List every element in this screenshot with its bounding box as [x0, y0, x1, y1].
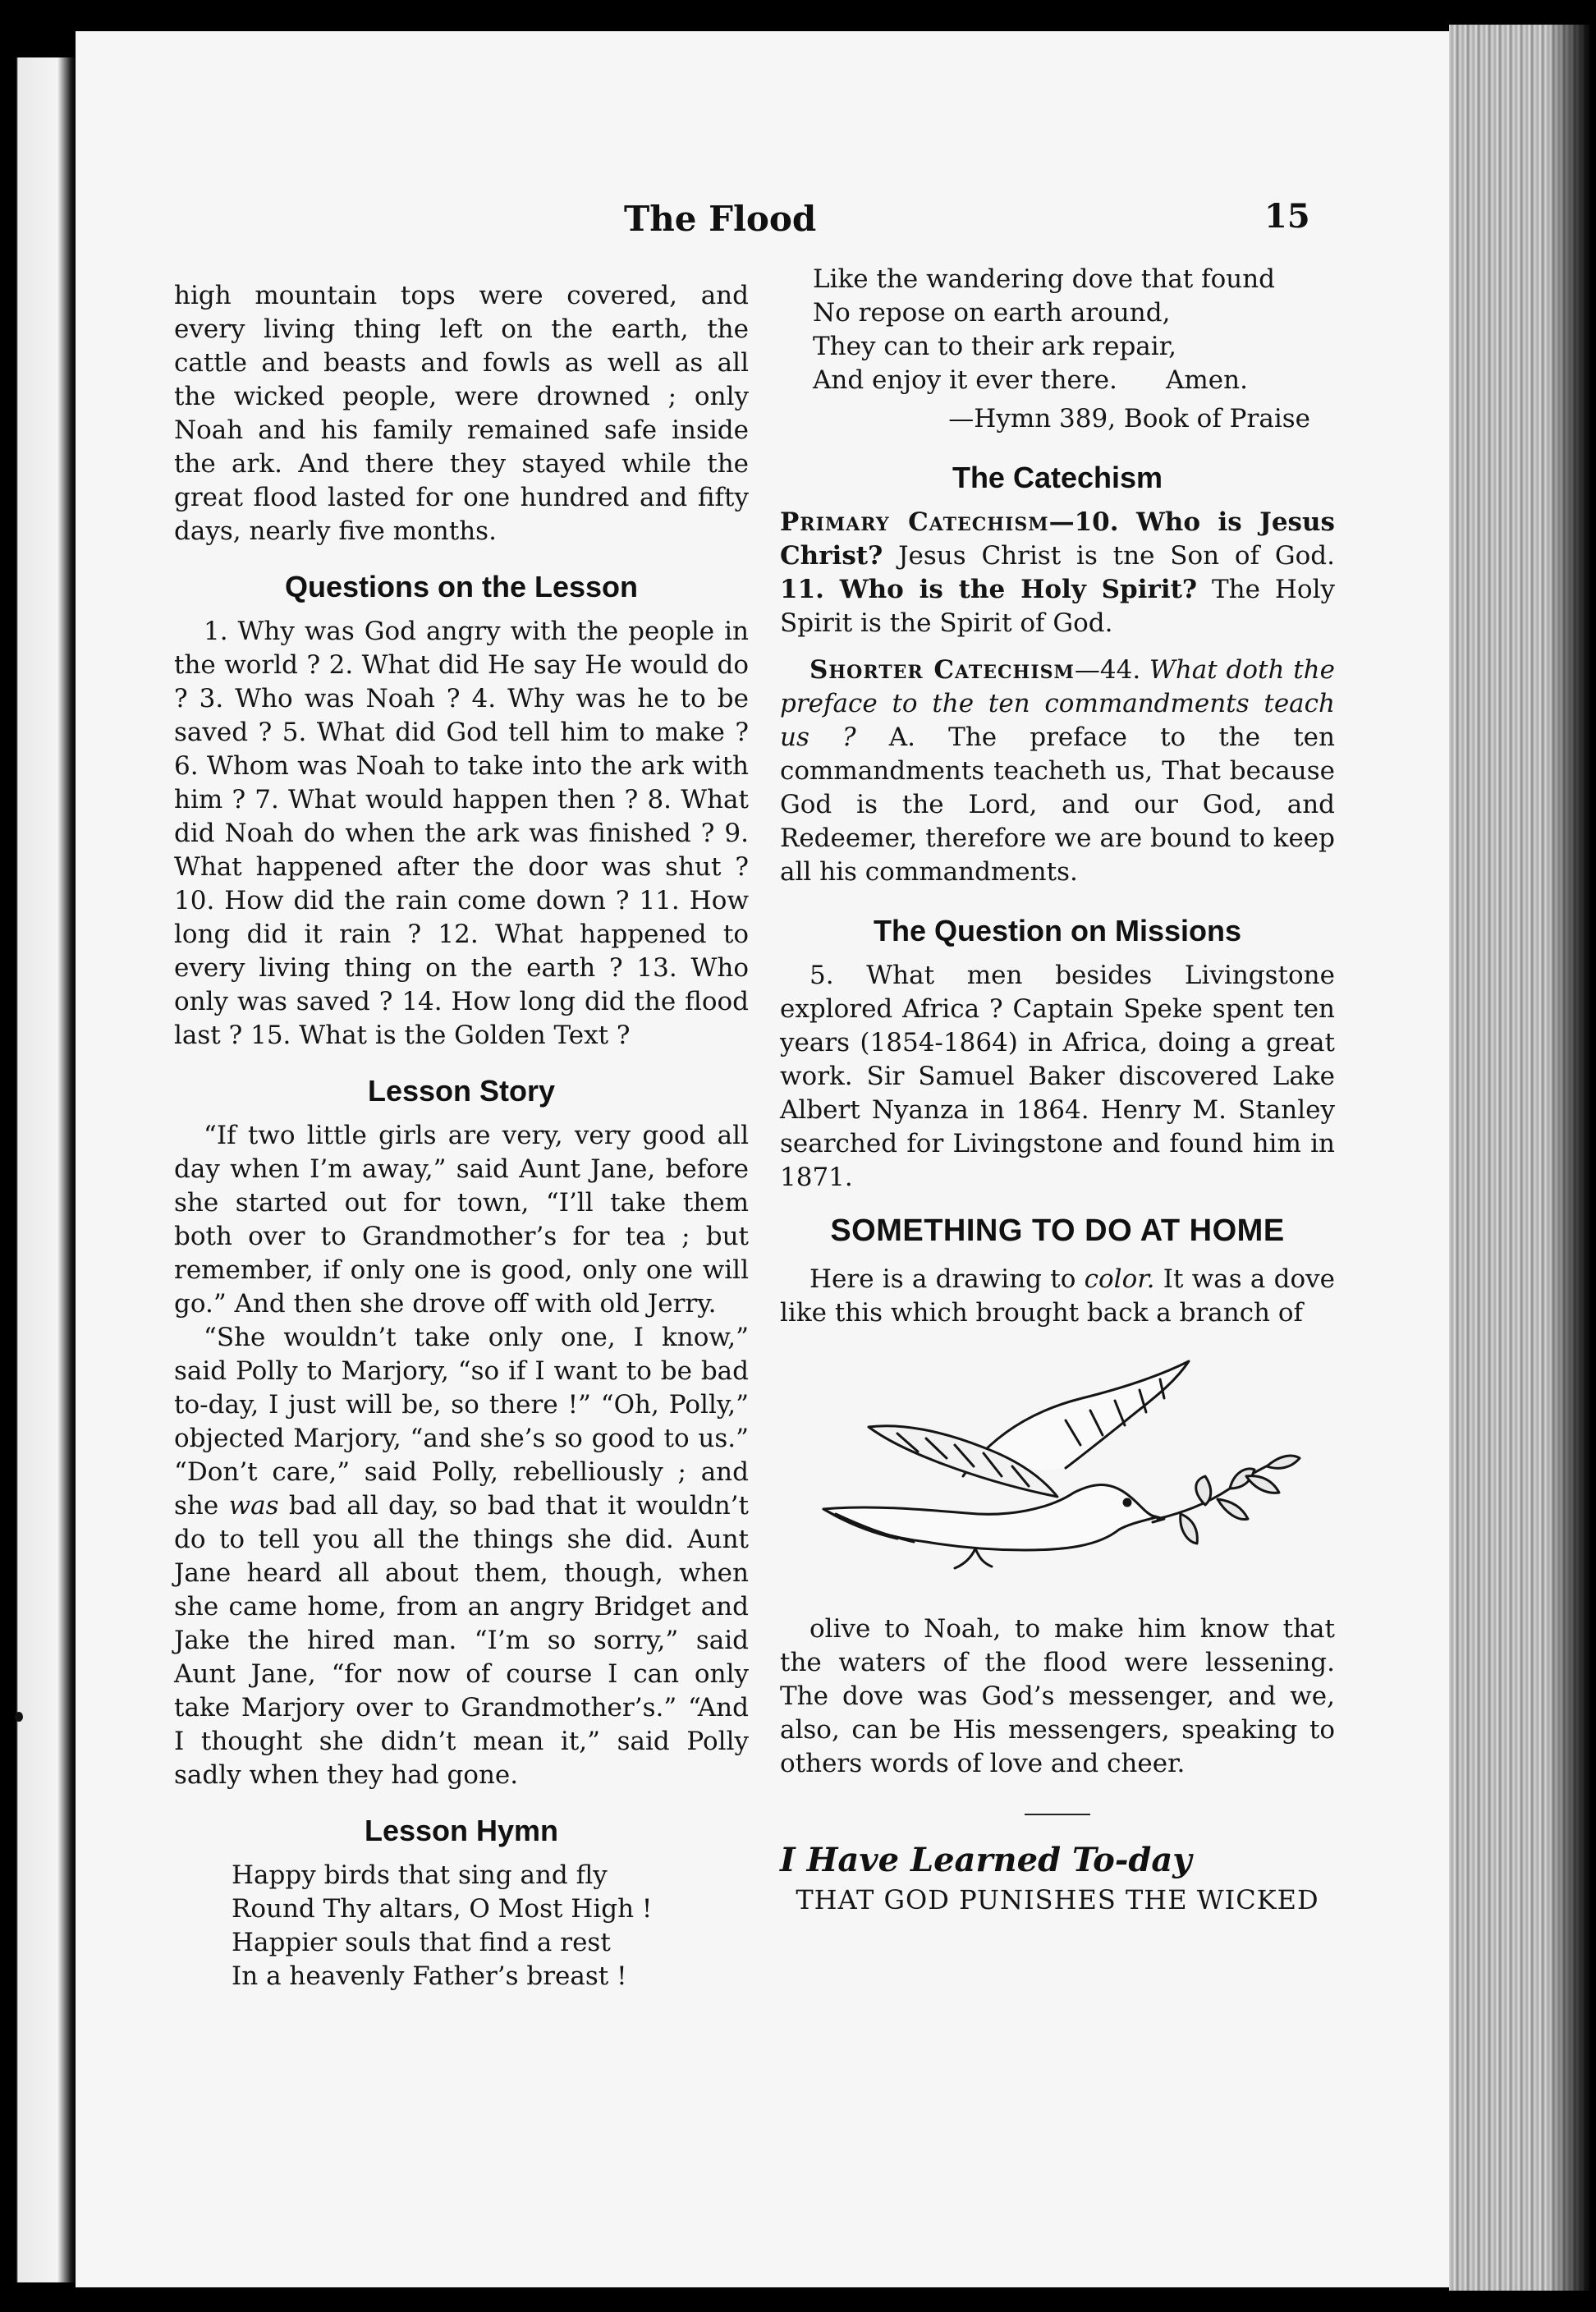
catechism-number: —44.: [1074, 655, 1149, 685]
hymn-line: No repose on earth around,: [813, 298, 1171, 328]
divider: [1025, 1814, 1090, 1815]
hymn-verse: [174, 1859, 749, 1993]
story-paragraph-2: [174, 1321, 749, 1792]
primary-catechism: [780, 506, 1335, 640]
lesson-story-heading: Lesson Story: [367, 1074, 556, 1108]
hymn-verse-continued: [780, 263, 1335, 436]
story-paragraph-1: “If two little girls are very, very good all day when I’m away,” said Aunt Jane, before she started out for town, “I’ll take them both over to Grandmother’s for tea ; but remember, if only one is good, only one will go.” And then she drove off with old Jerry.: [174, 1121, 749, 1319]
hymn-line: They can to their ark repair,: [813, 332, 1176, 361]
page-title: The Flood: [624, 199, 817, 239]
home-activity-intro: [780, 1263, 1335, 1330]
catechism-question: 11. Who is the Holy Spirit?: [780, 575, 1198, 604]
catechism-question: What doth the preface to the ten commandments teach us ?: [780, 655, 1335, 752]
hymn-line: Happy birds that sing and fly: [232, 1860, 608, 1890]
home-text: It was a dove like this which brought back a branch of: [780, 1264, 1335, 1328]
speck: [15, 1712, 23, 1722]
home-text: Here is a drawing to: [809, 1264, 1085, 1294]
primary-catechism-label: Primary Catechism: [780, 507, 1049, 537]
page-stack-edge: [1449, 25, 1596, 2291]
dove-icon: [819, 1353, 1312, 1599]
lesson-intro-paragraph: high mountain tops were covered, and every living thing left on the earth, the cattle and beasts and fowls as well as all the wicked people, were drowned ; only Noah and his family remained safe inside the ark. And there they stayed while the great flood lasted for one hundred and fifty days, nearly five months.: [174, 281, 749, 546]
catechism-answer: A. The preface to the ten commandments teacheth us, That because God is the Lord, and our God, and Redeemer, therefore we are bound to keep all his commandments.: [780, 722, 1335, 887]
story-emphasis: was: [228, 1491, 279, 1521]
missions-paragraph: 5. What men besides Livingstone explored Africa ? Captain Speke spent ten years (1854-1864) in Africa, doing a great work. Sir Samuel Baker discovered Lake Albert Nyanza in 1864. Henry M. Stanley searched for Livingstone and found him in 1871.: [780, 961, 1335, 1192]
questions-paragraph: 1. Why was God angry with the people in the world ? 2. What did He say He would do ? 3. Who was Noah ? 4. Why was he to be saved ? 5. What did God tell him to make ? 6. Whom was Noah to take into the ark with him ? 7. What would happen then ? 8. What did Noah do when the ark was finished ? 9. What happened after the door was shut ? 10. How did the rain come down ? 11. How long did it rain ? 12. What happened to every living thing on the earth ? 13. Who only was saved ? 14. How long did the flood last ? 15. What is the Golden Text ?: [174, 617, 749, 1050]
hymn-line: Round Thy altars, O Most High !: [232, 1894, 653, 1924]
hymn-line: Happier souls that find a rest: [232, 1928, 611, 1957]
hymn-line: And enjoy it ever there. Amen.: [813, 365, 1248, 395]
catechism-answer: The Holy Spirit is the Spirit of God.: [780, 575, 1336, 638]
questions-heading: Questions on the Lesson: [284, 570, 639, 603]
shorter-catechism-label: Shorter Catechism: [809, 655, 1075, 685]
learned-today-heading: I Have Learned To-day: [780, 1841, 1192, 1879]
home-activity-paragraph: olive to Noah, to make him know that the waters of the flood were lessening. The dove was God’s messenger, and we, also, can be His messengers, speaking to others words of love and cheer.: [780, 1614, 1335, 1778]
lesson-hymn-heading: Lesson Hymn: [364, 1814, 559, 1847]
hymn-attribution: —Hymn 389, Book of Praise: [948, 404, 1310, 434]
home-emphasis: color.: [1084, 1264, 1155, 1294]
catechism-heading: The Catechism: [952, 461, 1163, 494]
home-activity-heading: SOMETHING TO DO AT HOME: [830, 1213, 1285, 1248]
book-spine-left: [0, 57, 76, 2282]
hymn-line: Like the wandering dove that found: [813, 264, 1276, 294]
story-text: “She wouldn’t take only one, I know,” said Polly to Marjory, “so if I want to be bad to-day, I just will be, so there !” “Oh, Polly,” objected Marjory, “and she’s so good to us.” “Don’t care,” said Polly, rebelliously ; and she: [174, 1323, 749, 1521]
page-number: 15: [1264, 197, 1310, 236]
left-column: [174, 279, 749, 1993]
right-column: [780, 263, 1335, 1917]
learned-today-text: THAT GOD PUNISHES THE WICKED: [796, 1884, 1319, 1915]
catechism-answer: Jesus Christ is tne Son of God.: [883, 541, 1335, 571]
story-text: bad all day, so bad that it wouldn’t do to tell you all the things she did. Aunt Jane heard all about them, though, when she came home, from an angry Bridget and Jake the hired man. “I’m so sorry,” said Aunt Jane, “for now of course I can only take Marjory over to Grandmother’s.” “And I thought she didn’t mean it,” said Polly sadly when they had gone.: [174, 1491, 749, 1790]
missions-heading: The Question on Missions: [873, 914, 1242, 947]
shorter-catechism: [780, 654, 1335, 889]
catechism-question: —10. Who is Jesus Christ?: [780, 507, 1336, 571]
dove-drawing: [780, 1353, 1335, 1599]
hymn-line: In a heavenly Father’s breast !: [232, 1961, 627, 1991]
